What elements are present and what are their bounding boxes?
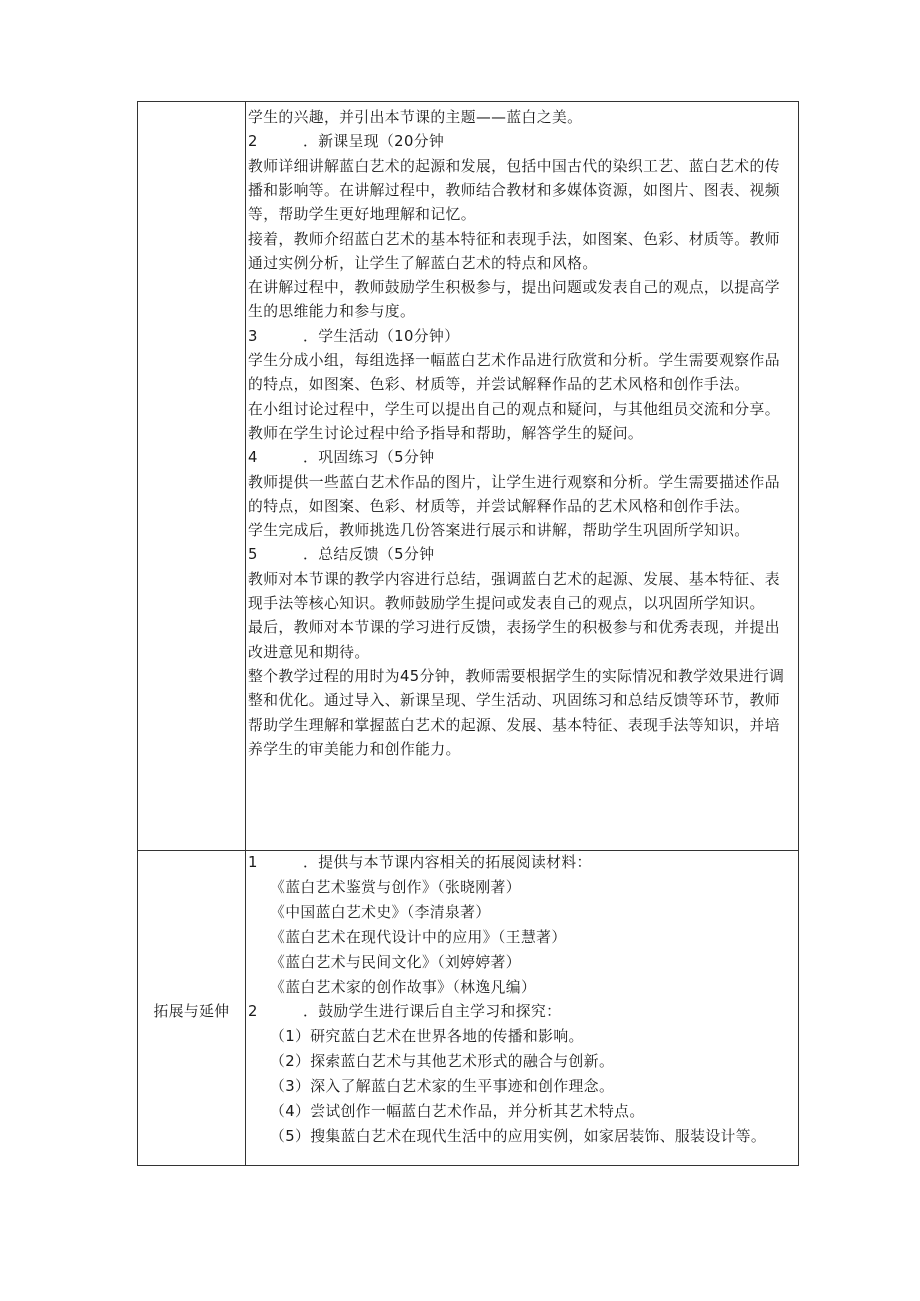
step-title: ．鼓励学生进行课后自主学习和探究： (303, 1003, 562, 1021)
paragraph-line: 播和影响等。在讲解过程中，教师结合教材和多媒体资源，如图片、图表、视频 (248, 181, 780, 199)
paragraph-line: 在讲解过程中，教师鼓励学生积极参与，提出问题或发表自己的观点，以提高学 (248, 279, 780, 297)
step-title: ．巩固练习（5分钟 (303, 449, 435, 467)
extension-cell (248, 851, 796, 1165)
paragraph-line: 帮助学生理解和掌握蓝白艺术的起源、发展、基本特征、表现手法等知识，并培 (248, 716, 780, 734)
paragraph-line: 学生的兴趣，并引出本节课的主题——蓝白之美。 (248, 109, 583, 126)
list-item: 《蓝白艺术家的创作故事》（林逸凡编） (270, 978, 537, 996)
paragraph-line: 学生分成小组，每组选择一幅蓝白艺术作品进行欣赏和分析。学生需要观察作品 (248, 352, 780, 369)
step-heading (248, 854, 592, 872)
paragraph-line: 通过实例分析，让学生了解蓝白艺术的特点和风格。 (248, 254, 598, 272)
list-item: 《中国蓝白艺术史》（李清泉著） (270, 903, 491, 921)
paragraph-line: 养学生的审美能力和创作能力。 (248, 740, 461, 758)
step-heading (248, 449, 434, 467)
list-item: 《蓝白艺术在现代设计中的应用》（王慧著） (270, 928, 567, 946)
step-title: ．学生活动（10分钟） (303, 327, 460, 345)
paragraph-line: 教师提供一些蓝白艺术作品的图片，让学生进行观察和分析。学生需要描述作品 (248, 473, 780, 491)
list-item: 《蓝白艺术与民间文化》（刘婷婷著） (270, 953, 521, 971)
extension-label: 拓展与延伸 (153, 1003, 230, 1020)
table-border-bottom (137, 1165, 799, 1166)
step-title: ．总结反馈（5分钟 (303, 546, 435, 564)
list-item: （2）探索蓝白艺术与其他艺术形式的融合与创新。 (270, 1053, 615, 1071)
step-number: 1 (248, 854, 258, 871)
list-item: 《蓝白艺术鉴赏与创作》（张晓刚著） (270, 878, 521, 896)
list-item: （4）尝试创作一幅蓝白艺术作品，并分析其艺术特点。 (270, 1103, 645, 1120)
paragraph-line: 整和优化。通过导入、新课呈现、学生活动、巩固练习和总结反馈等环节，教师 (248, 692, 780, 710)
paragraph-line: 现手法等核心知识。教师鼓励学生提问或发表自己的观点，以巩固所学知识。 (248, 595, 765, 612)
paragraph-line: 最后，教师对本节课的学习进行反馈，表扬学生的积极参与和优秀表现，并提出 (248, 619, 780, 637)
step-number: 4 (248, 449, 258, 467)
step-number: 5 (248, 546, 258, 564)
list-item: （5）搜集蓝白艺术在现代生活中的应用实例，如家居装饰、服装设计等。 (270, 1127, 767, 1145)
step-title: ．新课呈现（20分钟 (303, 133, 445, 151)
paragraph-line: 改进意见和期待。 (248, 643, 370, 661)
step-heading (248, 546, 434, 564)
step-number: 3 (248, 327, 258, 345)
paragraph-line: 学生完成后，教师挑选几份答案进行展示和讲解，帮助学生巩固所学知识。 (248, 522, 750, 540)
paragraph-line: 教师详细讲解蓝白艺术的起源和发展，包括中国古代的染织工艺、蓝白艺术的传 (248, 157, 780, 175)
paragraph-line: 在小组讨论过程中，学生可以提出自己的观点和疑问，与其他组员交流和分享。 (248, 400, 780, 418)
paragraph-line: 教师对本节课的教学内容进行总结，强调蓝白艺术的起源、发展、基本特征、表 (248, 570, 780, 588)
paragraph-line: 整个教学过程的用时为45分钟，教师需要根据学生的实际情况和教学效果进行调 (248, 667, 785, 685)
paragraph-line: 的特点，如图案、色彩、材质等，并尝试解释作品的艺术风格和创作手法。 (248, 376, 750, 394)
paragraph-line: 教师在学生讨论过程中给予指导和帮助，解答学生的疑问。 (248, 424, 644, 442)
lesson-process-cell (248, 101, 796, 850)
step-heading (248, 328, 459, 346)
list-item: （1）研究蓝白艺术在世界各地的传播和影响。 (270, 1028, 584, 1046)
step-title: ．提供与本节课内容相关的拓展阅读材料： (303, 854, 592, 871)
paragraph-line: 接着，教师介绍蓝白艺术的基本特征和表现手法，如图案、色彩、材质等。教师 (248, 230, 780, 248)
step-number: 2 (248, 133, 258, 151)
paragraph-line: 等，帮助学生更好地理解和记忆。 (248, 206, 476, 224)
list-item: （3）深入了解蓝白艺术家的生平事迹和创作理念。 (270, 1078, 615, 1096)
paragraph-line: 生的思维能力和参与度。 (248, 303, 416, 321)
step-heading (248, 1003, 561, 1021)
paragraph-line: 的特点，如图案、色彩、材质等，并尝试解释作品的艺术风格和创作手法。 (248, 497, 750, 515)
table-border-right (798, 101, 799, 1166)
step-heading (248, 133, 444, 151)
step-number: 2 (248, 1003, 258, 1021)
